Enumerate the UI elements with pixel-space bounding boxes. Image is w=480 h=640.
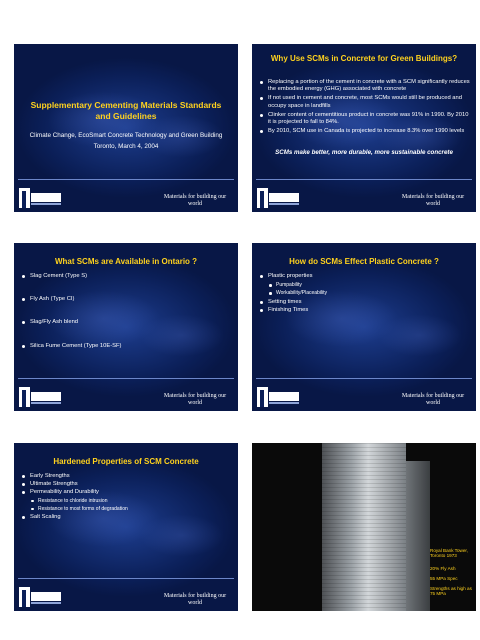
slide-1-subtitle xyxy=(24,132,228,153)
list-item: Silica Fume Cement (Type 10E-SF) xyxy=(20,343,232,350)
list-item: Clinker content of cementitious product in concrete was 91% in 1990. By 2010 it is projected to fall to 84%. xyxy=(258,112,470,126)
slide-3-footer-line xyxy=(18,378,234,379)
list-item: Early Strengths xyxy=(20,473,232,480)
slide-4-footer-line xyxy=(256,378,472,379)
slide-1-footer-line xyxy=(18,179,234,180)
lafarge-logo-icon xyxy=(19,587,63,607)
slide-2-bullets xyxy=(258,79,470,135)
slide-3-title: What SCMs are Available in Ontario ? xyxy=(54,257,198,266)
slide-5-title: Hardened Properties of SCM Concrete xyxy=(53,457,199,466)
lafarge-logo-icon xyxy=(257,188,301,208)
slide-3 xyxy=(14,243,238,411)
list-item: Slag/Fly Ash blend xyxy=(20,319,232,326)
list-item: Setting times xyxy=(258,299,470,306)
slide-1-subtitle-line1: Climate Change, EcoSmart Concrete Technology and Green Building xyxy=(29,132,223,139)
list-item: By 2010, SCM use in Canada is projected to increase 8.3% over 1990 levels xyxy=(258,128,470,135)
slide-2-emphasis: SCMs make better, more durable, more sustainable concrete xyxy=(275,149,453,156)
list-item: Replacing a portion of the cement in concrete with a SCM significantly reduces the embodied energy (GHG) associated with concrete xyxy=(258,79,470,93)
photo-caption-flyash: 20% Fly Ash xyxy=(430,566,456,571)
slide-5-bullets xyxy=(20,473,232,521)
lafarge-logo-icon xyxy=(19,387,63,407)
photo-caption-location: Royal Bank Tower, Toronto 1973 xyxy=(430,548,468,559)
slide-4-bullets xyxy=(258,273,470,314)
slide-1 xyxy=(14,44,238,212)
list-item: Ultimate Strengths xyxy=(20,481,232,488)
tower-side-image xyxy=(406,461,430,611)
slide-1-tagline: Materials for building our world xyxy=(163,194,227,207)
slide-4-title: How do SCMs Effect Plastic Concrete ? xyxy=(289,257,439,266)
slide-2-title: Why Use SCMs in Concrete for Green Buildings? xyxy=(270,54,458,63)
list-item: Resistance to chloride intrusion xyxy=(20,498,232,505)
slide-1-title: Supplementary Cementing Materials Standards and Guidelines xyxy=(30,100,222,121)
slide-2-tagline: Materials for building our world xyxy=(401,194,465,207)
slide-4-tagline: Materials for building our world xyxy=(401,393,465,406)
slide-3-tagline: Materials for building our world xyxy=(163,393,227,406)
list-item: Resistance to most forms of degradation xyxy=(20,506,232,513)
slide-3-bullets xyxy=(20,273,232,350)
list-item: Workability/Placeability xyxy=(258,290,470,297)
photo-caption-strength: Strengths as high as 75 MPa xyxy=(430,586,472,597)
lafarge-logo-icon xyxy=(257,387,301,407)
slide-5 xyxy=(14,443,238,611)
list-item: Fly Ash (Type CI) xyxy=(20,296,232,303)
slide-2 xyxy=(252,44,476,212)
slide-1-subtitle-line2: Toronto, March 4, 2004 xyxy=(93,142,159,150)
list-item: Permeability and Durability xyxy=(20,489,232,496)
slide-6-photo xyxy=(252,443,476,611)
royal-bank-tower-image xyxy=(322,443,406,611)
list-item: If not used in cement and concrete, most SCMs would still be produced and occupy space in landfills xyxy=(258,95,470,109)
photo-caption-spec: 55 MPa Spec xyxy=(430,576,458,581)
list-item: Salt Scaling xyxy=(20,514,232,521)
slide-5-footer-line xyxy=(18,578,234,579)
list-item: Pumpability xyxy=(258,282,470,289)
slide-5-tagline: Materials for building our world xyxy=(163,593,227,606)
slide-2-footer-line xyxy=(256,179,472,180)
slide-4 xyxy=(252,243,476,411)
lafarge-logo-icon xyxy=(19,188,63,208)
list-item: Plastic properties xyxy=(258,273,470,280)
list-item: Finishing Times xyxy=(258,307,470,314)
list-item: Slag Cement (Type S) xyxy=(20,273,232,280)
